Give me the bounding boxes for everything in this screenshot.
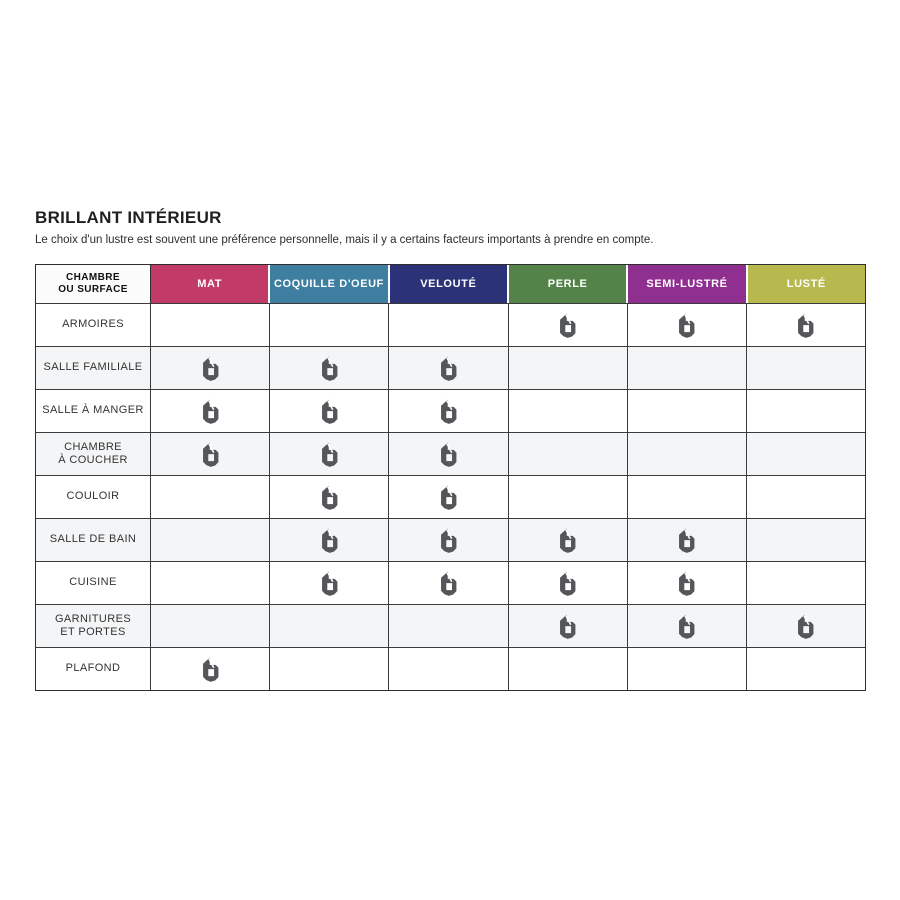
gloss-cell-armoires-mat (150, 304, 269, 346)
corner-header-line: CHAMBRE (66, 272, 120, 283)
row-label-garnitures-et-portes (36, 605, 150, 647)
gloss-cell-chambre-a-coucher-luste (746, 433, 865, 475)
brand-b-icon (557, 527, 578, 553)
row-label-line: SALLE FAMILIALE (43, 361, 143, 374)
table-row-salle-de-bain (36, 518, 865, 561)
row-label-line: SALLE DE BAIN (49, 533, 137, 546)
gloss-cell-salle-a-manger-perle (508, 390, 627, 432)
gloss-cell-salle-de-bain-semi-lustre (627, 519, 746, 561)
brand-b-icon (557, 613, 578, 639)
table-row-armoires (36, 303, 865, 346)
gloss-cell-garnitures-et-portes-luste (746, 605, 865, 647)
row-label-couloir (36, 476, 150, 518)
page-subtitle: Le choix d'un lustre est souvent une préférence personnelle, mais il y a certains facteurs importants à prendre en compte. (35, 234, 654, 246)
brand-b-icon (438, 355, 459, 381)
gloss-cell-salle-a-manger-luste (746, 390, 865, 432)
corner-header-chambre-ou-surface (36, 265, 150, 303)
brand-b-icon (319, 398, 340, 424)
brand-b-icon (557, 312, 578, 338)
gloss-cell-chambre-a-coucher-mat (150, 433, 269, 475)
content-area (35, 207, 866, 691)
gloss-cell-cuisine-veloute (388, 562, 507, 604)
brand-b-icon (676, 613, 697, 639)
row-label-line: PLAFOND (65, 662, 121, 675)
brand-b-icon (319, 441, 340, 467)
gloss-cell-armoires-luste (746, 304, 865, 346)
corner-header-line: OU SURFACE (58, 284, 128, 295)
column-header-semi-lustre: SEMI-LUSTRÉ (626, 265, 745, 303)
gloss-cell-salle-de-bain-mat (150, 519, 269, 561)
row-label-line: ET PORTES (60, 626, 126, 638)
gloss-cell-couloir-mat (150, 476, 269, 518)
row-label-cuisine (36, 562, 150, 604)
brand-b-icon (676, 527, 697, 553)
gloss-cell-salle-familiale-semi-lustre (627, 347, 746, 389)
row-label-line: GARNITURES (54, 612, 132, 625)
gloss-cell-salle-de-bain-perle (508, 519, 627, 561)
row-label-line: À COUCHER (58, 454, 128, 466)
gloss-cell-chambre-a-coucher-perle (508, 433, 627, 475)
gloss-cell-salle-a-manger-mat (150, 390, 269, 432)
gloss-cell-armoires-perle (508, 304, 627, 346)
row-label-line: SALLE À MANGER (42, 404, 144, 417)
column-header-perle: PERLE (507, 265, 626, 303)
gloss-cell-garnitures-et-portes-semi-lustre (627, 605, 746, 647)
gloss-cell-salle-a-manger-veloute (388, 390, 507, 432)
gloss-cell-cuisine-coquille-d-oeuf (269, 562, 388, 604)
table-row-plafond (36, 647, 865, 690)
brand-b-icon (319, 570, 340, 596)
gloss-cell-couloir-veloute (388, 476, 507, 518)
brand-b-icon (676, 570, 697, 596)
gloss-cell-salle-familiale-perle (508, 347, 627, 389)
gloss-cell-armoires-coquille-d-oeuf (269, 304, 388, 346)
gloss-cell-couloir-luste (746, 476, 865, 518)
row-label-armoires (36, 304, 150, 346)
row-label-line: CUISINE (69, 576, 117, 589)
brand-b-icon (200, 656, 221, 682)
brand-b-icon (200, 398, 221, 424)
gloss-cell-couloir-perle (508, 476, 627, 518)
column-header-luste: LUSTÉ (746, 265, 865, 303)
gloss-cell-salle-de-bain-veloute (388, 519, 507, 561)
brand-b-icon (319, 527, 340, 553)
gloss-cell-chambre-a-coucher-semi-lustre (627, 433, 746, 475)
gloss-cell-garnitures-et-portes-mat (150, 605, 269, 647)
table-row-cuisine (36, 561, 865, 604)
brand-b-icon (200, 355, 221, 381)
column-header-coquille-d-oeuf: COQUILLE D'OEUF (268, 265, 387, 303)
table-header-row (36, 265, 865, 303)
gloss-cell-salle-a-manger-coquille-d-oeuf (269, 390, 388, 432)
gloss-cell-salle-de-bain-luste (746, 519, 865, 561)
gloss-cell-plafond-veloute (388, 648, 507, 690)
gloss-cell-cuisine-luste (746, 562, 865, 604)
gloss-cell-garnitures-et-portes-perle (508, 605, 627, 647)
brand-b-icon (438, 484, 459, 510)
gloss-cell-salle-familiale-veloute (388, 347, 507, 389)
gloss-cell-plafond-coquille-d-oeuf (269, 648, 388, 690)
row-label-plafond (36, 648, 150, 690)
row-label-salle-de-bain (36, 519, 150, 561)
row-label-line: CHAMBRE (64, 440, 122, 453)
gloss-cell-armoires-veloute (388, 304, 507, 346)
brand-b-icon (676, 312, 697, 338)
row-label-line: ARMOIRES (62, 318, 124, 331)
brand-b-icon (795, 312, 816, 338)
column-header-mat: MAT (150, 265, 268, 303)
gloss-cell-chambre-a-coucher-coquille-d-oeuf (269, 433, 388, 475)
gloss-cell-chambre-a-coucher-veloute (388, 433, 507, 475)
gloss-cell-garnitures-et-portes-coquille-d-oeuf (269, 605, 388, 647)
brand-b-icon (438, 570, 459, 596)
gloss-cell-cuisine-perle (508, 562, 627, 604)
gloss-cell-plafond-semi-lustre (627, 648, 746, 690)
gloss-cell-couloir-semi-lustre (627, 476, 746, 518)
gloss-cell-salle-familiale-luste (746, 347, 865, 389)
gloss-cell-garnitures-et-portes-veloute (388, 605, 507, 647)
brand-b-icon (795, 613, 816, 639)
table-row-chambre-a-coucher (36, 432, 865, 475)
gloss-cell-salle-familiale-coquille-d-oeuf (269, 347, 388, 389)
brand-b-icon (200, 441, 221, 467)
table-row-garnitures-et-portes (36, 604, 865, 647)
row-label-chambre-a-coucher (36, 433, 150, 475)
brand-b-icon (319, 355, 340, 381)
gloss-cell-plafond-perle (508, 648, 627, 690)
column-header-veloute: VELOUTÉ (388, 265, 507, 303)
row-label-salle-familiale (36, 347, 150, 389)
brand-b-icon (438, 398, 459, 424)
brand-b-icon (438, 441, 459, 467)
row-label-line: COULOIR (66, 490, 120, 503)
gloss-cell-couloir-coquille-d-oeuf (269, 476, 388, 518)
brand-b-icon (438, 527, 459, 553)
table-row-salle-a-manger (36, 389, 865, 432)
gloss-cell-plafond-mat (150, 648, 269, 690)
gloss-cell-armoires-semi-lustre (627, 304, 746, 346)
gloss-cell-salle-de-bain-coquille-d-oeuf (269, 519, 388, 561)
gloss-cell-salle-familiale-mat (150, 347, 269, 389)
gloss-cell-plafond-luste (746, 648, 865, 690)
gloss-cell-cuisine-mat (150, 562, 269, 604)
gloss-cell-cuisine-semi-lustre (627, 562, 746, 604)
page-title: BRILLANT INTÉRIEUR (35, 208, 222, 227)
table-row-salle-familiale (36, 346, 865, 389)
gloss-comparison-table (35, 264, 866, 691)
row-label-salle-a-manger (36, 390, 150, 432)
brand-b-icon (557, 570, 578, 596)
brand-b-icon (319, 484, 340, 510)
gloss-cell-salle-a-manger-semi-lustre (627, 390, 746, 432)
table-row-couloir (36, 475, 865, 518)
